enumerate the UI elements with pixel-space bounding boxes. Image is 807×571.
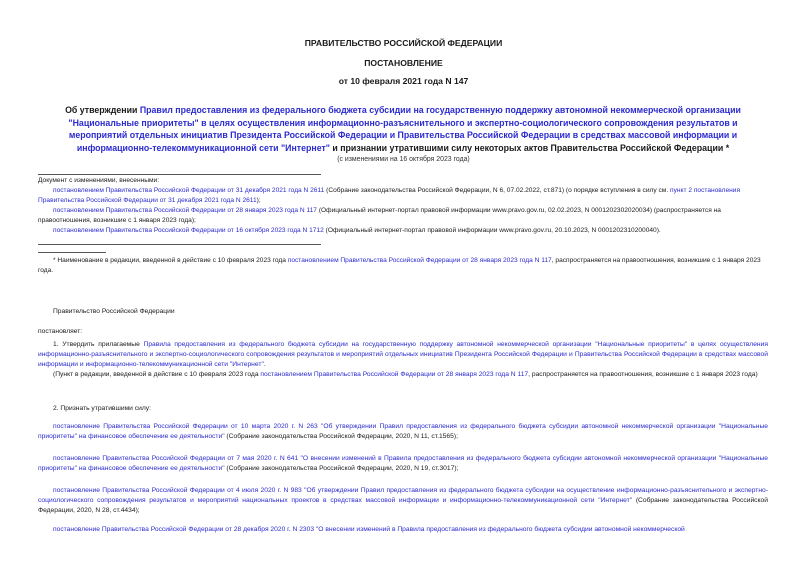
paragraph-2: 2. Признать утратившими силу: [53,405,151,412]
paragraph-1: 1. Утвердить прилагаемые Правила предоставления из федерального бюджета субсидии на государственную поддержку автономной некоммерческой организации "Национальные приоритеты" в целях осуществления информационно-разъяснительного и экспертно-социологического сопровождения результатов и мероприятий отдельных инициатив Президента Российской Федерации и Правительства Российской Федерации в средствах массовой информации и информационно-телекоммуникационной сети "Интернет". (Пункт в редакции, введенной в действие с 10 февраля 2023 года постановлением Правительства Российской Федерации от 28 января 2023 года N 117, распространяется на правоотношения, возникшие с 1 января 2023 года) [38,341,768,378]
changes-list [38,176,768,236]
change-item-1: постановлением Правительства Российской Федерации от 31 декабря 2021 года N 2611 (Собрание законодательства Российской Федерации, N 6, 07.02.2022, ст.871) (о порядке вступления в силу см. пункт 2 постановления Правительства Российской Федерации от 31 декабря 2021 года N 2611); [38,187,741,204]
government-header: ПРАВИТЕЛЬСТВО РОССИЙСКОЙ ФЕДЕРАЦИИ [304,38,503,48]
repealed-1-link[interactable]: постановление Правительства Российской Федерации от 10 марта 2020 г. N 263 "Об утверждении Правил предоставления из федерального бюджета субсидии автономной некоммерческой организации "Национальные приоритеты" на финансовое обеспечение ее деятельности" [38,423,768,440]
repealed-2-link[interactable]: постановление Правительства Российской Федерации от 7 мая 2020 г. N 641 "О внесении изменений в Правила предоставления из федерального бюджета субсидии автономной некоммерческой организации "Национальные приоритеты" на финансовое обеспечение ее деятельности" [38,455,768,472]
repealed-act-3: постановление Правительства Российской Федерации от 4 июля 2020 г. N 983 "Об утверждении Правил предоставления из федерального бюджета субсидии на осуществление информационно-разъяснительного и экспертно-социологического сопровождения результатов и мероприятий национальных проектов в средствах массовой информации и информационно-телекоммуникационной сети "Интернет" (Собрание законодательства Российской Федерации, 2020, N 28, ст.4434); [38,487,768,514]
p1-rules-link[interactable]: Правила предоставления из федерального бюджета субсидии на государственную поддержку автономной некоммерческой организации "Национальные приоритеты" в целях осуществления информационно-разъяснительного и экспертно-социологического сопровождения результатов и мероприятий отдельных инициатив Президента Российской Федерации и Правительства Российской Федерации в средствах массовой информации и информационно-телекоммуникационной сети "Интернет" [38,341,768,368]
changes-note: (с изменениями на 16 октября 2023 года) [337,156,470,163]
repealed-act-2: постановление Правительства Российской Федерации от 7 мая 2020 г. N 641 "О внесении изменений в Правила предоставления из федерального бюджета субсидии автономной некоммерческой организации "Национальные приоритеты" на финансовое обеспечение ее деятельности" (Собрание законодательства Российской Федерации, 2020, N 19, ст.3017); [38,455,768,472]
body-decides: постановляет: [38,328,83,335]
repealed-act-1: постановление Правительства Российской Федерации от 10 марта 2020 г. N 263 "Об утверждении Правил предоставления из федерального бюджета субсидии автономной некоммерческой организации "Национальные приоритеты" на финансовое обеспечение ее деятельности" (Собрание законодательства Российской Федерации, 2020, N 11, ст.1565); [38,423,768,440]
repealed-4-link[interactable]: постановление Правительства Российской Федерации от 28 декабря 2020 г. N 2303 "О внесении изменений в Правила предоставления из федерального бюджета субсидии автономной некоммерческой [53,526,685,533]
p1-note: (Пункт в редакции, введенной в действие с 10 февраля 2023 года постановлением Правительства Российской Федерации от 28 января 2023 года N 117, распространяется на правоотношения, возникшие с 1 января 2023 года) [53,371,758,378]
title-prefix: Об утверждении [65,105,140,115]
government-line: Правительство Российской Федерации [53,308,175,315]
change-1-point-link[interactable]: пункт 2 постановления Правительства Российской Федерации от 31 декабря 2021 года N 2611 [38,187,741,204]
document-title [58,104,748,154]
change-item-2: постановлением Правительства Российской Федерации от 28 января 2023 года N 117 (Официальный интернет-портал правовой информации www.pravo.gov.ru, 02.02.2023, N 0001202302020034) (распространяется на правоотношения, возникшие с 1 января 2023 года); [38,207,721,224]
divider [38,174,321,175]
document-date-number: от 10 февраля 2021 года N 147 [338,76,469,86]
footnote-link[interactable]: постановлением Правительства Российской Федерации от 28 января 2023 года N 117 [287,257,552,264]
change-2-link[interactable]: постановлением Правительства Российской Федерации от 28 января 2023 года N 117 [53,207,317,214]
document-type: ПОСТАНОВЛЕНИЕ [364,58,443,68]
title-rules-link[interactable]: Правил предоставления из федерального бюджета субсидии на государственную поддержку автономной некоммерческой организации "Национальные приоритеты" в целях осуществления информационно-разъяснительного и экспертно-социологического сопровождения результатов и мероприятий отдельных инициатив Президента Российской Федерации и Правительства Российской Федерации в средствах массовой информации и информационно-телекоммуникационной сети "Интернет" [68,105,741,153]
footnote-divider [38,252,106,253]
changes-intro: Документ с изменениями, внесенными: [38,177,160,184]
title-suffix: и признании утратившими силу некоторых актов Правительства Российской Федерации * [329,142,730,153]
change-3-link[interactable]: постановлением Правительства Российской Федерации от 16 октября 2023 года N 1712 [53,227,324,234]
repealed-act-4 [38,525,768,535]
p1-note-link[interactable]: постановлением Правительства Российской Федерации от 28 января 2023 года N 117 [260,371,529,378]
divider [38,244,321,245]
footnote: * Наименование в редакции, введенной в действие с 10 февраля 2023 года постановлением Правительства Российской Федерации от 28 января 2023 года N 117, распространяется на правоотношения, возникшие с 1 января 2023 года. [38,257,761,274]
change-1-link[interactable]: постановлением Правительства Российской Федерации от 31 декабря 2021 года N 2611 [53,187,325,194]
change-item-3: постановлением Правительства Российской Федерации от 16 октября 2023 года N 1712 (Официальный интернет-портал правовой информации www.pravo.gov.ru, 20.10.2023, N 0001202310200040). [53,227,661,234]
repealed-3-link[interactable]: постановление Правительства Российской Федерации от 4 июля 2020 г. N 983 "Об утверждении Правил предоставления из федерального бюджета субсидии на осуществление информационно-разъяснительного и экспертно-социологического сопровождения результатов и мероприятий национальных проектов в средствах массовой информации и информационно-телекоммуникационной сети "Интернет" [38,487,768,504]
